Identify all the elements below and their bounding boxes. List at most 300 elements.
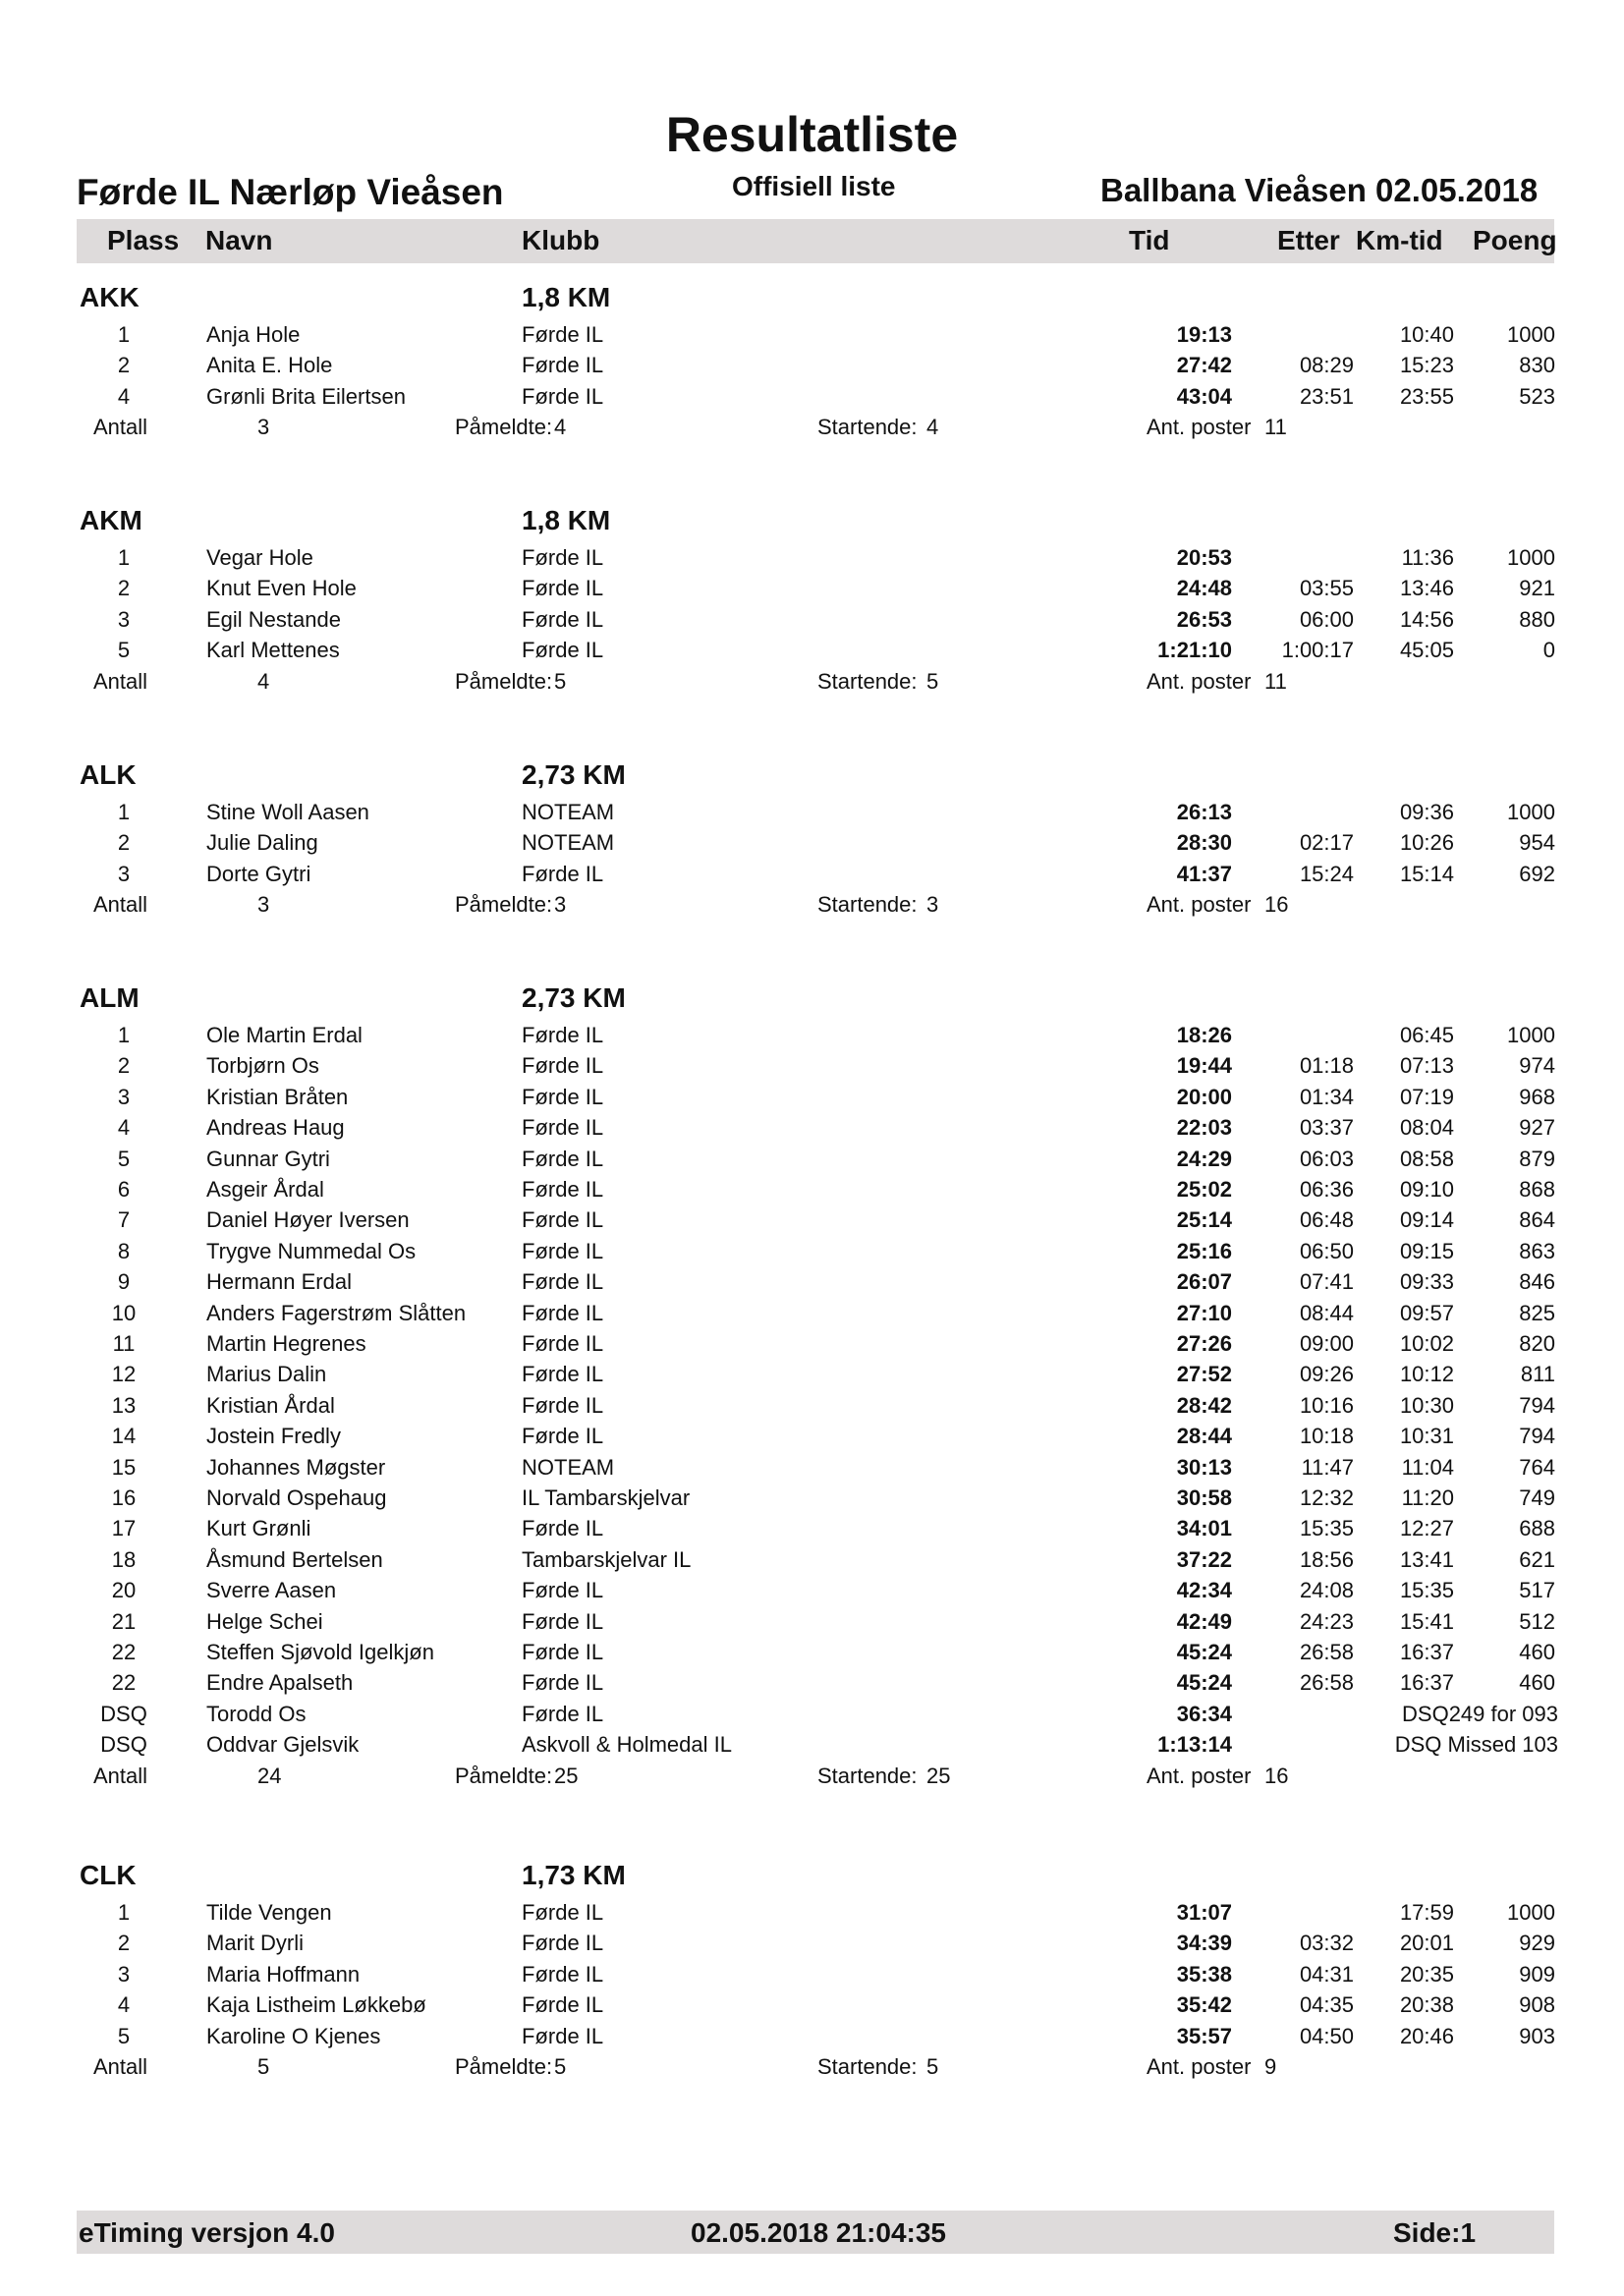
result-time: 26:07 [1176,1269,1232,1295]
result-km-time: 09:10 [1399,1177,1454,1202]
result-club: Tambarskjelvar IL [522,1546,692,1572]
summary-antall-label: Antall [93,668,148,694]
result-place: 3 [117,606,131,632]
class-distance: 1,8 KM [522,505,611,535]
result-behind: 02:17 [1299,830,1354,856]
result-club: Førde IL [522,1608,604,1634]
result-place: 4 [117,1115,131,1141]
result-dsq-note: DSQ249 for 093 [1402,1701,1558,1726]
result-behind: 04:35 [1299,1992,1354,2018]
result-time: 25:16 [1176,1238,1232,1263]
result-km-time: 16:37 [1399,1670,1454,1696]
result-points: 921 [1519,576,1555,601]
result-points: 794 [1519,1392,1555,1418]
summary-antall-value: 24 [257,1763,282,1788]
result-club: Førde IL [522,1640,604,1664]
result-points: 764 [1519,1454,1555,1480]
result-club: Førde IL [522,1931,604,1956]
result-club: Førde IL [522,1961,604,1987]
result-points: 868 [1519,1177,1555,1202]
result-name: Johannes Møgster [206,1454,386,1480]
result-club: Førde IL [522,1146,604,1171]
result-name: Asgeir Årdal [206,1177,324,1202]
result-behind: 01:18 [1299,1053,1354,1079]
result-club: Askvoll & Holmedal IL [522,1732,732,1758]
summary-startende-value: 5 [926,2054,939,2079]
result-time: 19:44 [1176,1053,1232,1079]
class-name: AKM [80,505,142,535]
result-club: Førde IL [522,1900,604,1925]
result-club: Førde IL [522,638,604,663]
result-name: Anja Hole [206,322,301,347]
result-behind: 08:29 [1299,353,1354,378]
summary-antall-label: Antall [93,1763,148,1788]
result-name: Karoline O Kjenes [206,2023,381,2048]
result-place: 6 [117,1177,131,1202]
column-header-plass: Plass [107,225,180,255]
result-place: 2 [117,353,131,378]
result-club: Førde IL [522,1392,604,1418]
result-time: 26:13 [1176,800,1232,824]
class-name: AKK [80,282,140,312]
result-points: 523 [1519,383,1555,409]
result-km-time: 14:56 [1399,606,1454,632]
result-club: Førde IL [522,1670,604,1696]
result-name: Sverre Aasen [206,1578,337,1603]
result-place: 17 [111,1516,137,1541]
class-distance: 1,8 KM [522,282,611,312]
result-behind: 03:32 [1299,1931,1354,1956]
result-points: 968 [1519,1084,1555,1109]
result-name: Anders Fagerstrøm Slåtten [206,1300,467,1325]
result-time: 34:39 [1176,1931,1232,1956]
result-behind: 24:23 [1299,1608,1354,1634]
result-name: Torodd Os [206,1701,307,1726]
result-time: 27:26 [1176,1331,1232,1356]
result-km-time: 13:46 [1399,576,1454,601]
result-km-time: 17:59 [1399,1900,1454,1925]
result-club: IL Tambarskjelvar [522,1485,691,1510]
result-points: 954 [1519,830,1555,856]
result-points: 880 [1519,606,1555,632]
result-name: Ole Martin Erdal [206,1023,363,1047]
result-time: 27:10 [1176,1300,1232,1325]
result-points: 820 [1519,1331,1555,1356]
result-points: 460 [1519,1670,1555,1696]
result-name: Maria Hoffmann [206,1961,361,1987]
result-behind: 15:24 [1299,861,1354,886]
result-club: Førde IL [522,1516,604,1541]
result-km-time: 11:20 [1401,1485,1454,1510]
result-club: Førde IL [522,1701,604,1726]
result-km-time: 10:12 [1399,1362,1454,1387]
result-place: 2 [117,830,131,856]
result-time: 26:53 [1176,606,1232,632]
result-km-time: 10:26 [1399,830,1454,856]
result-time: 28:30 [1176,830,1232,856]
result-behind: 23:51 [1299,383,1354,409]
result-time: 45:24 [1176,1670,1232,1696]
summary-pameldte-value: 5 [554,2054,567,2079]
result-points: 903 [1519,2023,1555,2048]
result-behind: 1:00:17 [1281,638,1354,663]
result-place: DSQ [100,1732,147,1758]
result-behind: 06:36 [1299,1177,1354,1202]
result-name: Egil Nestande [206,606,341,632]
result-behind: 09:26 [1299,1362,1354,1387]
result-km-time: 20:35 [1399,1961,1454,1987]
summary-startende-value: 5 [926,668,939,694]
result-name: Tilde Vengen [206,1900,332,1925]
summary-antall-label: Antall [93,415,148,440]
result-km-time: 09:36 [1399,800,1454,824]
summary-ant-poster-value: 11 [1264,415,1287,440]
result-name: Kurt Grønli [206,1516,311,1541]
result-club: Førde IL [522,1362,604,1387]
summary-ant-poster-value: 9 [1264,2054,1277,2079]
result-behind: 24:08 [1299,1578,1354,1603]
column-header-kmtid: Km-tid [1356,225,1443,255]
result-name: Jostein Fredly [206,1424,341,1449]
summary-ant-poster-label: Ant. poster [1147,2054,1252,2079]
result-km-time: 10:40 [1399,322,1454,347]
result-behind: 26:58 [1299,1670,1354,1696]
result-behind: 03:55 [1299,576,1354,601]
column-header-etter: Etter [1277,225,1340,255]
result-club: Førde IL [522,1300,604,1325]
result-points: 517 [1519,1578,1555,1603]
result-time: 1:13:14 [1157,1732,1232,1758]
summary-pameldte-label: Påmeldte: [455,415,553,440]
result-km-time: 23:55 [1399,383,1454,409]
result-place: 2 [117,1931,131,1956]
result-place: 5 [117,1146,131,1171]
result-name: Oddvar Gjelsvik [206,1732,360,1758]
result-points: 908 [1519,1992,1555,2018]
result-km-time: 45:05 [1399,638,1454,663]
result-km-time: 09:14 [1399,1207,1454,1233]
result-name: Steffen Sjøvold Igelkjøn [206,1640,434,1664]
summary-ant-poster-label: Ant. poster [1147,668,1252,694]
result-club: Førde IL [522,353,604,378]
result-name: Kristian Årdal [206,1392,335,1418]
page-footer [77,2211,1554,2254]
result-place: 1 [117,322,131,347]
result-name: Grønli Brita Eilertsen [206,383,406,409]
summary-antall-value: 4 [257,668,270,694]
result-points: 1000 [1507,1900,1555,1925]
result-points: 830 [1519,353,1555,378]
class-distance: 2,73 KM [522,759,626,790]
column-header-bar [77,219,1557,263]
result-km-time: 15:35 [1399,1578,1454,1603]
result-behind: 06:00 [1299,606,1354,632]
event-name: Førde IL Nærløp Vieåsen [77,172,504,212]
summary-ant-poster-label: Ant. poster [1147,892,1252,918]
result-time: 18:26 [1176,1023,1232,1047]
venue-date: Ballbana Vieåsen 02.05.2018 [1100,172,1539,208]
result-behind: 09:00 [1299,1331,1354,1356]
list-status: Offisiell liste [732,171,896,201]
result-km-time: 08:04 [1399,1115,1454,1141]
result-club: Førde IL [522,1084,604,1109]
result-time: 24:29 [1176,1146,1232,1171]
result-behind: 11:47 [1301,1454,1354,1480]
result-place: 1 [117,800,131,824]
summary-ant-poster-value: 16 [1264,1763,1289,1788]
result-name: Anita E. Hole [206,353,333,378]
summary-pameldte-label: Påmeldte: [455,2054,553,2079]
result-points: 864 [1519,1207,1555,1233]
result-time: 24:48 [1176,576,1232,601]
result-place: 14 [111,1424,137,1449]
result-points: 512 [1519,1608,1555,1634]
result-behind: 07:41 [1299,1269,1354,1295]
result-name: Kaja Listheim Løkkebø [206,1992,426,2018]
result-place: 1 [117,1900,131,1925]
summary-pameldte-label: Påmeldte: [455,668,553,694]
result-club: NOTEAM [522,800,615,824]
summary-startende-value: 3 [926,892,939,918]
result-name: Torbjørn Os [206,1053,319,1079]
result-name: Helge Schei [206,1608,323,1634]
result-name: Stine Woll Aasen [206,800,369,824]
result-behind: 26:58 [1299,1640,1354,1664]
result-behind: 18:56 [1299,1546,1354,1572]
result-behind: 04:31 [1299,1961,1354,1987]
column-header-poeng: Poeng [1473,225,1557,255]
result-time: 25:02 [1176,1177,1232,1202]
result-points: 1000 [1507,1023,1555,1047]
result-km-time: 11:36 [1401,545,1454,570]
class-name: CLK [80,1860,137,1890]
summary-startende-label: Startende: [817,415,918,440]
result-points: 688 [1519,1516,1555,1541]
result-club: Førde IL [522,545,604,570]
result-km-time: 06:45 [1399,1023,1454,1047]
result-km-time: 07:13 [1399,1053,1454,1079]
result-place: 1 [117,1023,131,1047]
result-place: 4 [117,1992,131,2018]
result-name: Daniel Høyer Iversen [206,1207,410,1233]
result-behind: 06:50 [1299,1238,1354,1263]
result-points: 0 [1542,638,1555,663]
summary-pameldte-value: 4 [554,415,567,440]
result-name: Martin Hegrenes [206,1331,366,1356]
result-place: 2 [117,1053,131,1079]
result-km-time: 07:19 [1399,1084,1454,1109]
result-club: Førde IL [522,1115,604,1141]
result-points: 1000 [1507,800,1555,824]
result-behind: 12:32 [1299,1485,1354,1510]
result-km-time: 09:15 [1399,1238,1454,1263]
result-club: Førde IL [522,1207,604,1233]
summary-antall-value: 3 [257,892,270,918]
result-time: 20:53 [1176,545,1232,570]
result-club: NOTEAM [522,1454,615,1480]
result-name: Julie Daling [206,830,318,856]
class-distance: 2,73 KM [522,982,626,1013]
result-km-time: 15:41 [1399,1608,1454,1634]
result-time: 31:07 [1176,1900,1232,1925]
result-points: 460 [1519,1640,1555,1664]
result-place: 8 [117,1238,131,1263]
result-time: 27:42 [1176,353,1232,378]
result-behind: 06:48 [1299,1207,1354,1233]
result-name: Kristian Bråten [206,1084,349,1109]
column-header-navn: Navn [205,225,273,255]
page-title: Resultatliste [665,107,959,162]
result-km-time: 10:31 [1399,1424,1454,1449]
result-time: 28:44 [1176,1424,1232,1449]
result-time: 42:49 [1176,1608,1232,1634]
result-name: Åsmund Bertelsen [206,1546,383,1572]
result-club: Førde IL [522,1424,604,1449]
result-points: 846 [1519,1269,1555,1295]
result-time: 35:38 [1176,1961,1232,1987]
summary-antall-label: Antall [93,892,148,918]
column-header-klubb: Klubb [522,225,600,255]
print-timestamp: 02.05.2018 21:04:35 [691,2217,946,2248]
page-number: Side:1 [1393,2217,1477,2248]
result-place: 21 [111,1608,137,1634]
result-club: Førde IL [522,1023,604,1047]
result-points: 621 [1519,1546,1555,1572]
result-time: 1:21:10 [1157,638,1232,663]
result-name: Dorte Gytri [206,861,311,886]
result-points: 879 [1519,1146,1555,1171]
result-behind: 03:37 [1299,1115,1354,1141]
result-name: Marit Dyrli [206,1931,304,1956]
result-time: 35:57 [1176,2023,1232,2048]
result-club: Førde IL [522,861,604,886]
result-points: 1000 [1507,545,1555,570]
result-club: Førde IL [522,383,604,409]
result-name: Trygve Nummedal Os [206,1238,417,1263]
result-name: Hermann Erdal [206,1269,352,1295]
result-place: 3 [117,1084,131,1109]
summary-startende-value: 25 [926,1763,951,1788]
result-points: 811 [1520,1362,1555,1387]
result-points: 692 [1519,861,1555,886]
software-version: eTiming versjon 4.0 [79,2217,335,2248]
result-place: 5 [117,638,131,663]
result-behind: 15:35 [1299,1516,1354,1541]
result-name: Endre Apalseth [206,1670,354,1696]
result-club: Førde IL [522,1269,604,1295]
result-name: Andreas Haug [206,1115,345,1141]
result-km-time: 08:58 [1399,1146,1454,1171]
summary-ant-poster-label: Ant. poster [1147,1763,1252,1788]
result-time: 30:13 [1176,1454,1232,1480]
result-place: 12 [111,1362,137,1387]
result-club: Førde IL [522,1053,604,1079]
result-behind: 08:44 [1299,1300,1354,1325]
summary-antall-label: Antall [93,2054,148,2079]
result-club: Førde IL [522,1177,604,1202]
result-name: Gunnar Gytri [206,1146,330,1171]
result-name: Marius Dalin [206,1362,327,1387]
class-name: ALM [80,982,140,1013]
summary-antall-value: 3 [257,415,270,440]
result-km-time: 13:41 [1399,1546,1454,1572]
result-time: 20:00 [1176,1084,1232,1109]
result-behind: 04:50 [1299,2023,1354,2048]
result-place: 3 [117,861,131,886]
result-club: Førde IL [522,1578,604,1603]
result-km-time: 09:33 [1399,1269,1454,1295]
summary-ant-poster-label: Ant. poster [1147,415,1252,440]
result-place: 16 [111,1485,137,1510]
result-points: 974 [1519,1053,1555,1079]
result-club: NOTEAM [522,830,615,856]
summary-pameldte-value: 5 [554,668,567,694]
result-place: 11 [112,1331,136,1356]
result-time: 35:42 [1176,1992,1232,2018]
result-club: Førde IL [522,1238,604,1263]
result-club: Førde IL [522,1331,604,1356]
result-name: Knut Even Hole [206,576,357,601]
result-km-time: 20:46 [1399,2023,1454,2048]
result-club: Førde IL [522,606,604,632]
summary-startende-label: Startende: [817,892,918,918]
summary-startende-value: 4 [926,415,939,440]
result-time: 34:01 [1176,1516,1232,1541]
result-name: Norvald Ospehaug [206,1485,387,1510]
result-place: 4 [117,383,131,409]
result-time: 30:58 [1176,1485,1232,1510]
summary-antall-value: 5 [257,2054,270,2079]
result-time: 45:24 [1176,1640,1232,1664]
summary-ant-poster-value: 16 [1264,892,1289,918]
result-place: 1 [117,545,131,570]
result-time: 25:14 [1176,1207,1232,1233]
result-km-time: 11:04 [1401,1454,1454,1480]
result-km-time: 16:37 [1399,1640,1454,1664]
result-place: 3 [117,1961,131,1987]
result-km-time: 10:02 [1399,1331,1454,1356]
summary-pameldte-value: 3 [554,892,567,918]
result-behind: 10:16 [1299,1392,1354,1418]
class-name: ALK [80,759,137,790]
class-distance: 1,73 KM [522,1860,626,1890]
result-place: 18 [111,1546,137,1572]
summary-startende-label: Startende: [817,668,918,694]
result-time: 27:52 [1176,1362,1232,1387]
result-place: 20 [111,1578,137,1603]
result-name: Vegar Hole [206,545,313,570]
summary-ant-poster-value: 11 [1264,668,1287,694]
result-place: 5 [117,2023,131,2048]
result-place: DSQ [100,1701,147,1726]
result-time: 37:22 [1176,1546,1232,1572]
column-header-tid: Tid [1129,225,1170,255]
result-place: 2 [117,576,131,601]
result-points: 863 [1519,1238,1555,1263]
result-behind: 06:03 [1299,1146,1354,1171]
result-points: 749 [1519,1485,1555,1510]
result-dsq-note: DSQ Missed 103 [1394,1732,1558,1758]
result-km-time: 12:27 [1399,1516,1454,1541]
result-points: 825 [1519,1300,1555,1325]
result-club: Førde IL [522,322,604,347]
summary-startende-label: Startende: [817,1763,918,1788]
result-club: Førde IL [522,2023,604,2048]
result-behind: 10:18 [1299,1424,1354,1449]
result-name: Karl Mettenes [206,638,340,663]
result-km-time: 10:30 [1399,1392,1454,1418]
result-time: 22:03 [1176,1115,1232,1141]
